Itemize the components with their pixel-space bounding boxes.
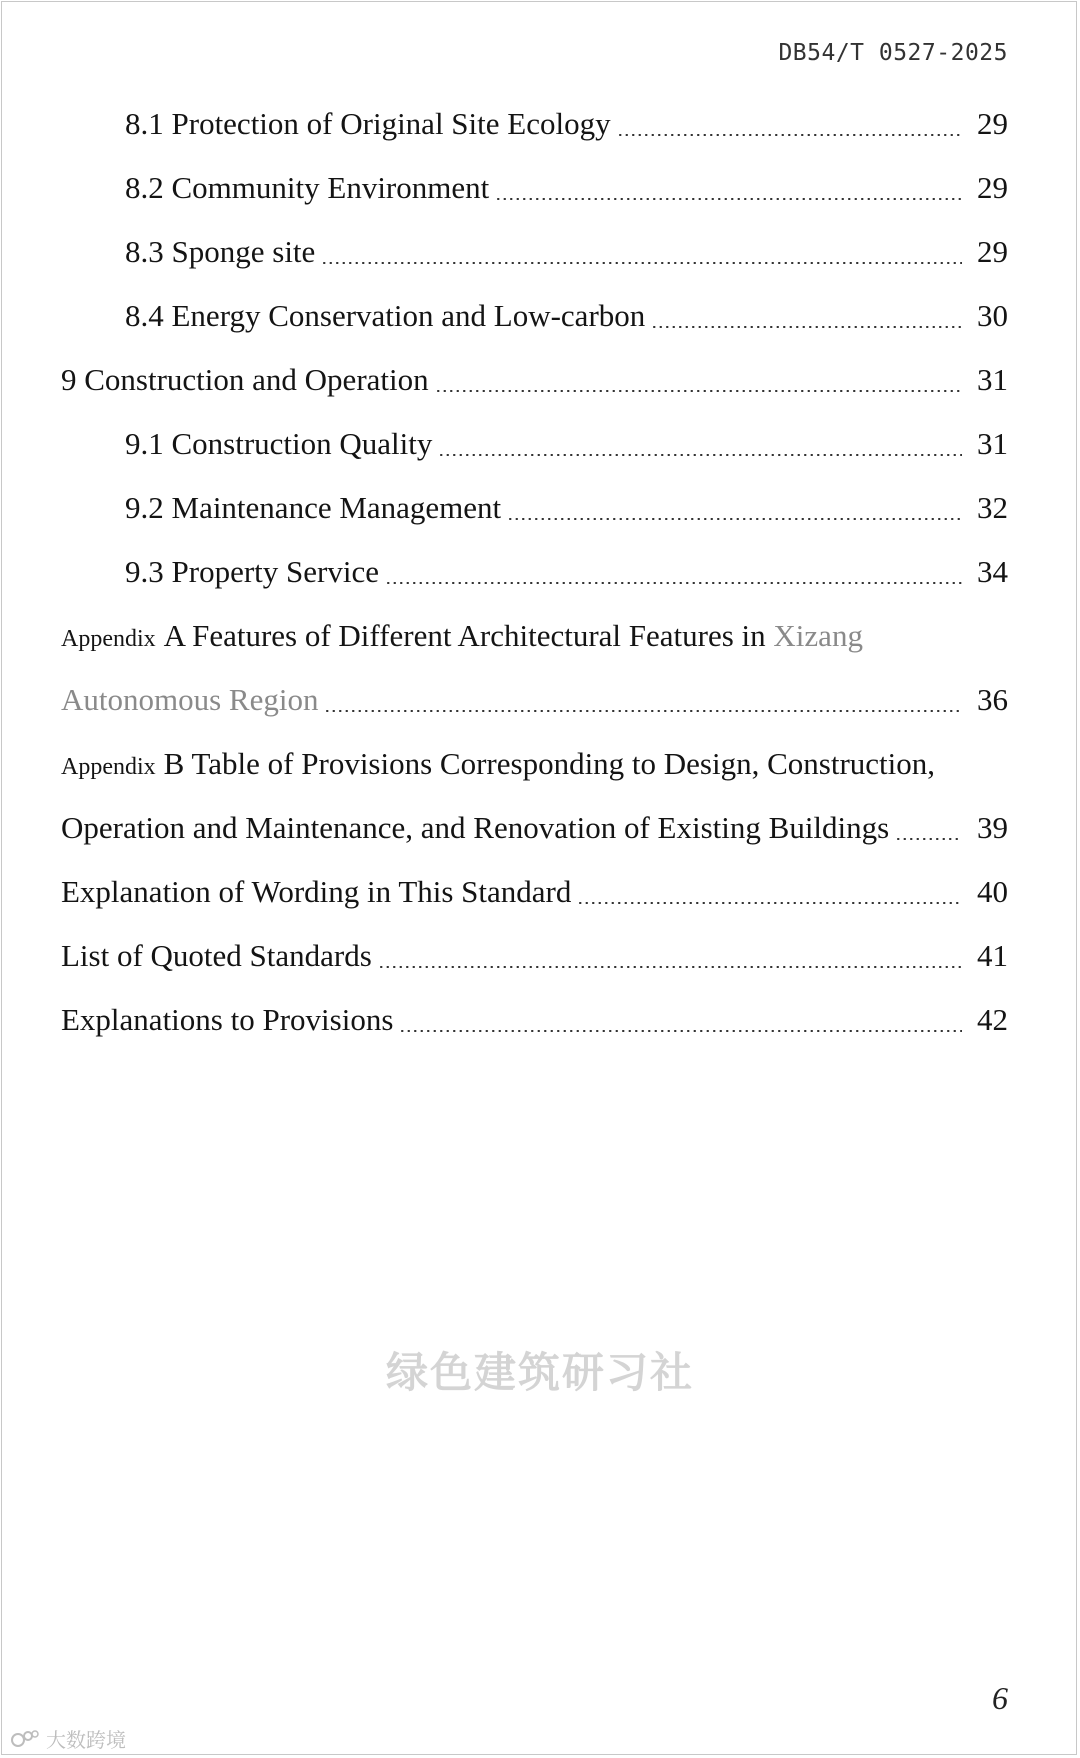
toc-entry-title: 9 Construction and Operation <box>61 362 429 397</box>
appendix-a-title-highlight: Xizang <box>773 618 863 653</box>
toc-leader-dots <box>438 454 962 456</box>
appendix-a-title-line2: Autonomous Region <box>61 682 319 717</box>
toc-entry-title: 8.1 Protection of Original Site Ecology <box>125 106 611 141</box>
toc-page-number: 31 <box>977 362 1008 397</box>
toc-entry-8-1[interactable] <box>0 92 1080 156</box>
toc-page-number: 36 <box>977 682 1008 717</box>
toc-leader-dots <box>399 1030 962 1032</box>
toc-page-number: 42 <box>977 1002 1008 1037</box>
toc-page-number: 39 <box>977 810 1008 845</box>
toc-entry-appendix-a-cont[interactable] <box>0 668 1080 732</box>
toc-entry-title: 9.2 Maintenance Management <box>125 490 502 525</box>
toc-leader-dots <box>577 902 962 904</box>
corner-logo <box>10 1724 126 1753</box>
document-code: DB54/T 0527-2025 <box>778 40 1008 66</box>
toc-entry-9-3[interactable] <box>0 540 1080 604</box>
appendix-b-title-line1: B Table of Provisions Corresponding to Design, Construction, <box>163 746 936 781</box>
toc-entry-title: Explanation of Wording in This Standard <box>61 874 572 909</box>
toc-entry-8-4[interactable] <box>0 284 1080 348</box>
logo-icon <box>10 1728 40 1750</box>
appendix-prefix: Appendix <box>61 626 156 652</box>
toc-entry-appendix-b[interactable] <box>0 732 1080 796</box>
appendix-b-title-line2: Operation and Maintenance, and Renovation of Existing Buildings <box>61 810 890 845</box>
toc-page-number: 32 <box>977 490 1008 525</box>
toc-entry-title: List of Quoted Standards <box>61 938 372 973</box>
toc-leader-dots <box>324 710 962 712</box>
toc-entry-appendix-a[interactable] <box>0 604 1080 668</box>
toc-leader-dots <box>378 966 962 968</box>
toc-leader-dots <box>895 838 962 840</box>
toc-entry-9[interactable] <box>0 348 1080 412</box>
page-number: 6 <box>992 1680 1008 1716</box>
toc-page-number: 29 <box>977 234 1008 269</box>
watermark: 绿色建筑研习社 <box>385 1348 694 1397</box>
toc-entry-title: Explanations to Provisions <box>61 1002 394 1037</box>
toc-leader-dots <box>651 326 962 328</box>
toc-page-number: 29 <box>977 106 1008 141</box>
toc-entry-explanations-to-provisions[interactable] <box>0 988 1080 1052</box>
toc-entry-9-2[interactable] <box>0 476 1080 540</box>
toc-entry-title <box>61 618 863 654</box>
table-of-contents <box>0 92 1080 1052</box>
toc-page-number: 29 <box>977 170 1008 205</box>
toc-leader-dots <box>435 390 962 392</box>
toc-page-number: 31 <box>977 426 1008 461</box>
toc-page-number: 40 <box>977 874 1008 909</box>
toc-page-number: 34 <box>977 554 1008 589</box>
toc-leader-dots <box>495 198 962 200</box>
toc-page-number: 30 <box>977 298 1008 333</box>
toc-entry-8-3[interactable] <box>0 220 1080 284</box>
toc-entry-title: 9.3 Property Service <box>125 554 379 589</box>
toc-entry-explanation-of-wording[interactable] <box>0 860 1080 924</box>
toc-entry-8-2[interactable] <box>0 156 1080 220</box>
corner-logo-text: 大数跨境 <box>46 1728 126 1752</box>
toc-entry-title: 8.3 Sponge site <box>125 234 316 269</box>
appendix-a-title-line1: A Features of Different Architectural Features in <box>163 618 766 653</box>
toc-leader-dots <box>507 518 962 520</box>
toc-entry-appendix-b-cont[interactable] <box>0 796 1080 860</box>
toc-entry-title <box>61 746 935 782</box>
toc-entry-title: 9.1 Construction Quality <box>125 426 433 461</box>
toc-page-number: 41 <box>977 938 1008 973</box>
toc-entry-title: 8.4 Energy Conservation and Low-carbon <box>125 298 646 333</box>
toc-leader-dots <box>321 262 962 264</box>
toc-leader-dots <box>385 582 962 584</box>
appendix-prefix: Appendix <box>61 754 156 780</box>
toc-entry-9-1[interactable] <box>0 412 1080 476</box>
toc-leader-dots <box>617 134 962 136</box>
toc-entry-title: 8.2 Community Environment <box>125 170 490 205</box>
toc-entry-quoted-standards[interactable] <box>0 924 1080 988</box>
